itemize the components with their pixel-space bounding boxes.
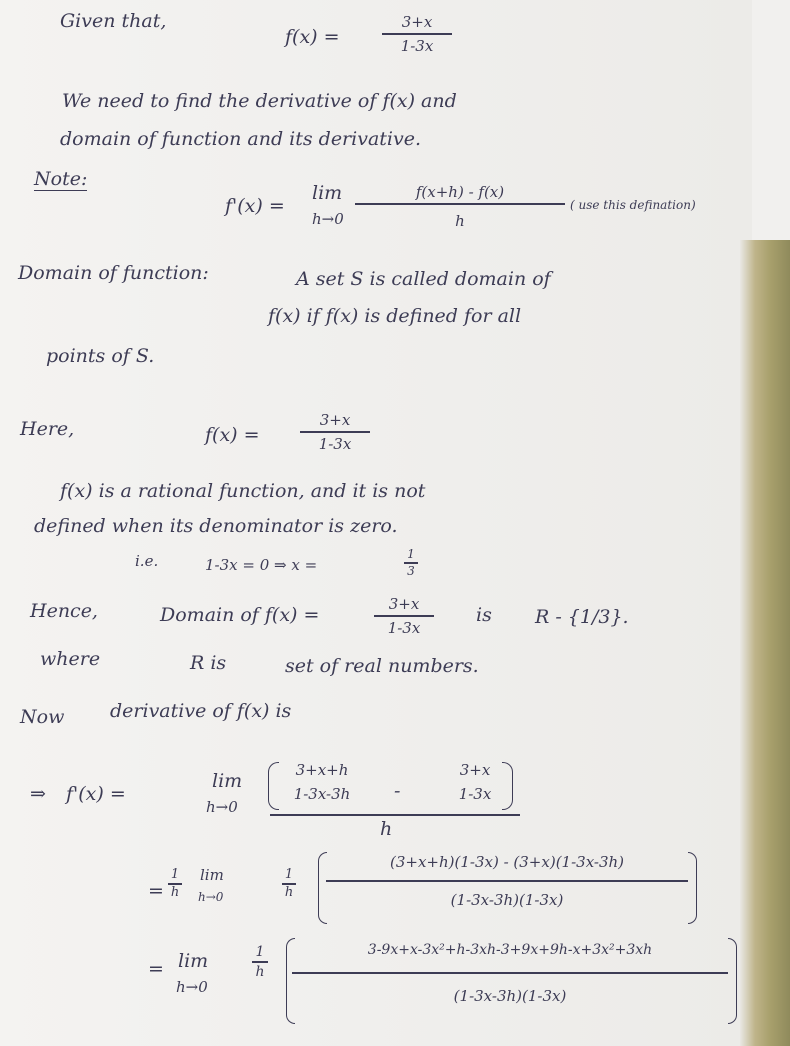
page-edge-background — [740, 240, 790, 1046]
here-function-fraction — [300, 410, 370, 454]
need-line-1: We need to find the derivative of f(x) and — [62, 90, 457, 112]
domain-def-line-2: f(x) if f(x) is defined for all — [268, 305, 522, 327]
one-third-numerator: 1 — [407, 547, 415, 561]
step2-constant-fraction — [168, 868, 182, 900]
step3-big-fraction — [292, 940, 728, 1006]
fraction-bar — [274, 781, 370, 783]
fraction-bar — [382, 33, 452, 35]
domain-result-text: Domain of f(x) = — [160, 604, 320, 626]
step2-limit: lim — [200, 866, 224, 884]
step1-first-denominator: 1-3x-3h — [293, 784, 351, 803]
here-label: Here, — [20, 418, 75, 440]
one-third-denominator: 3 — [407, 563, 415, 578]
close-paren — [502, 762, 513, 810]
function-numerator: 3+x — [401, 13, 433, 31]
fraction-bar — [374, 615, 434, 617]
step1-limit: lim — [212, 770, 243, 792]
step1-lhs: f'(x) = — [66, 783, 126, 805]
fraction-bar — [292, 972, 728, 974]
step3-limit-subscript: h→0 — [176, 978, 208, 996]
difference-quotient-denominator: h — [455, 211, 465, 230]
step2-equals: = — [148, 880, 164, 902]
now-text: derivative of f(x) is — [110, 700, 292, 722]
hence-denominator: 1-3x — [387, 618, 421, 637]
step2-h-numerator: 1 — [284, 867, 294, 882]
function-label: f(x) = — [285, 26, 340, 48]
limit-text: lim — [312, 182, 343, 204]
one-third-fraction — [404, 548, 418, 578]
rational-line-1: f(x) is a rational function, and it is not — [60, 480, 426, 502]
step1-first-fraction — [274, 760, 370, 804]
step2-numerator: (3+x+h)(1-3x) - (3+x)(1-3x-3h) — [389, 853, 625, 871]
rational-line-2: defined when its denominator is zero. — [34, 515, 398, 537]
step1-first-numerator: 3+x+h — [295, 761, 349, 779]
step1-second-numerator: 3+x — [459, 761, 491, 779]
definition-hint: ( use this defination) — [570, 198, 696, 212]
implies-arrow: ⇒ — [30, 783, 46, 805]
domain-result: R - {1/3}. — [535, 606, 629, 628]
fraction-bar — [252, 961, 268, 963]
step1-limit-subscript: h→0 — [206, 798, 238, 816]
zero-equation: 1-3x = 0 ⇒ x = — [205, 556, 318, 574]
step2-denominator: (1-3x-3h)(1-3x) — [450, 890, 564, 909]
here-function-label: f(x) = — [205, 424, 260, 446]
derivative-definition-lhs: f'(x) = — [225, 195, 285, 217]
need-line-2: domain of function and its derivative. — [60, 128, 422, 150]
step2-limit-subscript: h→0 — [198, 890, 224, 904]
step2-constant-denominator: h — [170, 884, 180, 900]
where-text: where — [40, 648, 101, 670]
function-denominator: 1-3x — [400, 36, 434, 55]
step2-close-bracket — [688, 852, 697, 924]
step3-limit: lim — [178, 950, 209, 972]
step3-equals: = — [148, 958, 164, 980]
here-numerator: 3+x — [319, 411, 351, 429]
limit-subscript: h→0 — [312, 210, 344, 228]
given-that-text: Given that, — [60, 10, 167, 32]
note-label: Note: — [34, 168, 88, 190]
ie-text: i.e. — [135, 552, 159, 570]
now-label: Now — [20, 706, 65, 728]
domain-def-line-3: points of S. — [46, 345, 155, 367]
fraction-bar — [326, 880, 688, 882]
step3-h-numerator: 1 — [255, 944, 265, 960]
hence-fraction — [374, 594, 434, 638]
step2-constant-numerator: 1 — [170, 867, 180, 882]
step1-outer-denominator: h — [380, 818, 393, 840]
fraction-bar — [300, 431, 370, 433]
hence-numerator: 3+x — [388, 595, 420, 613]
difference-quotient-numerator: f(x+h) - f(x) — [415, 183, 505, 201]
r-is-text: R is — [190, 652, 227, 674]
fraction-bar — [355, 203, 565, 205]
function-fraction — [382, 12, 452, 56]
step1-main-bar — [270, 814, 520, 816]
difference-quotient — [355, 182, 565, 231]
step3-denominator: (1-3x-3h)(1-3x) — [453, 986, 567, 1005]
step2-big-fraction — [326, 852, 688, 910]
fraction-bar — [440, 781, 510, 783]
step3-close-bracket — [728, 938, 737, 1024]
here-denominator: 1-3x — [318, 434, 352, 453]
step2-h-denominator: h — [284, 884, 294, 900]
domain-def-line-1: A set S is called domain of — [296, 268, 551, 290]
domain-label: Domain of function: — [18, 262, 209, 284]
minus-sign: - — [394, 780, 401, 802]
step1-second-fraction — [440, 760, 510, 804]
step3-numerator: 3-9x+x-3x²+h-3xh-3+9x+9h-x+3x²+3xh — [367, 942, 653, 958]
step1-second-denominator: 1-3x — [458, 784, 492, 803]
step2-h-fraction — [282, 868, 296, 900]
set-of-reals-text: set of real numbers. — [285, 655, 479, 677]
hence-label: Hence, — [30, 600, 98, 622]
step3-h-fraction — [252, 944, 268, 980]
is-text: is — [476, 604, 492, 626]
step3-h-denominator: h — [255, 963, 265, 980]
